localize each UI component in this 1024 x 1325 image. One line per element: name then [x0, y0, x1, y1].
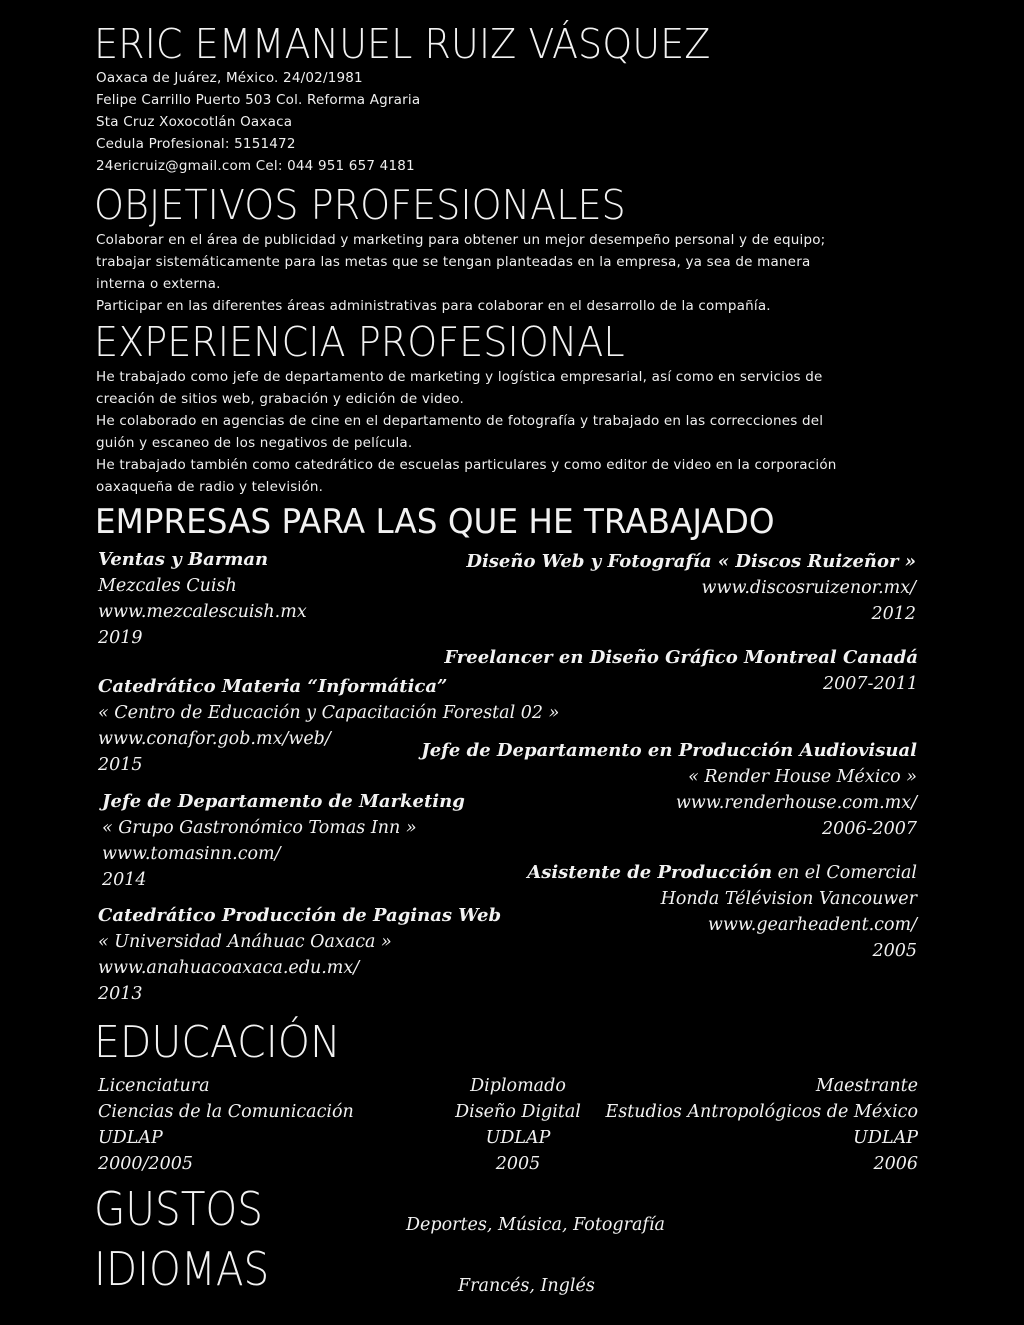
idiomas-value: Francés, Inglés — [458, 1276, 595, 1296]
job-role: Catedrático Producción de Paginas Web — [98, 905, 502, 926]
job-year: 2015 — [98, 755, 143, 775]
education-item — [98, 1073, 354, 1177]
objetivos-line: Colaborar en el área de publicidad y marketing para obtener un mejor desempeño personal y de equipo; — [96, 232, 826, 248]
job-company: « Universidad Anáhuac Oaxaca » — [98, 932, 392, 952]
job-year: 2007-2011 — [823, 674, 918, 694]
job-url: www.gearheadent.com/ — [707, 915, 917, 935]
job-company: Honda Télévision Vancouwer — [660, 889, 917, 909]
job-year: 2019 — [98, 628, 143, 648]
job-entry — [527, 860, 917, 964]
objetivos-line: interna o externa. — [96, 276, 221, 292]
job-url: www.anahuacoaxaca.edu.mx/ — [98, 958, 360, 978]
job-entry — [98, 547, 307, 651]
job-role-line — [527, 860, 917, 886]
contact-line: Oaxaca de Juárez, México. 24/02/1981 — [96, 70, 363, 86]
job-role-suffix: en el Comercial — [772, 863, 917, 883]
job-entry — [466, 549, 916, 627]
job-role: Jefe de Departamento de Marketing — [102, 791, 465, 812]
education-degree: Licenciatura — [98, 1076, 210, 1096]
education-school: UDLAP — [853, 1128, 918, 1148]
job-role: Freelancer en Diseño Gráfico Montreal Canadá — [444, 647, 918, 668]
job-url: www.renderhouse.com.mx/ — [675, 793, 917, 813]
education-year: 2006 — [873, 1154, 918, 1174]
education-school: UDLAP — [98, 1128, 163, 1148]
job-url: www.conafor.gob.mx/web/ — [98, 729, 331, 749]
education-field: Ciencias de la Comunicación — [98, 1102, 354, 1122]
contact-block — [96, 67, 926, 177]
job-year: 2006-2007 — [822, 819, 917, 839]
objetivos-line: Participar en las diferentes áreas administrativas para colaborar en el desarrollo de la compañía. — [96, 298, 771, 314]
experiencia-line: He colaborado en agencias de cine en el departamento de fotografía y trabajado en las correcciones del — [96, 413, 824, 429]
gustos-heading: GUSTOS — [94, 1182, 263, 1236]
job-company: « Grupo Gastronómico Tomas Inn » — [102, 818, 417, 838]
objetivos-line: trabajar sistemáticamente para las metas que se tengan planteadas en la empresa, ya sea de manera — [96, 254, 811, 270]
job-year: 2005 — [872, 941, 917, 961]
experiencia-line: He trabajado como jefe de departamento de marketing y logística empresarial, así como en servicios de — [96, 369, 823, 385]
empresas-heading: EMPRESAS PARA LAS QUE HE TRABAJADO — [95, 502, 775, 542]
job-entry — [421, 738, 917, 842]
job-entry — [102, 789, 465, 893]
name-heading: ERIC EMMANUEL RUIZ VÁSQUEZ — [94, 20, 711, 68]
job-entry — [98, 903, 501, 1007]
education-field: Estudios Antropológicos de México — [605, 1102, 918, 1122]
idiomas-heading: IDIOMAS — [94, 1242, 270, 1296]
education-year: 2005 — [495, 1154, 541, 1174]
education-field: Diseño Digital — [455, 1102, 581, 1122]
contact-line: Felipe Carrillo Puerto 503 Col. Reforma Agraria — [96, 92, 421, 108]
education-degree: Diplomado — [470, 1076, 566, 1096]
education-item — [418, 1073, 618, 1177]
job-year: 2013 — [98, 984, 143, 1004]
contact-line: 24ericruiz@gmail.com Cel: 044 951 657 4181 — [96, 158, 415, 174]
experiencia-line: guión y escaneo de los negativos de película. — [96, 435, 413, 451]
experiencia-line: creación de sitios web, grabación y edición de video. — [96, 391, 465, 407]
job-role: Asistente de Producción — [527, 862, 773, 883]
objetivos-heading: OBJETIVOS PROFESIONALES — [94, 181, 626, 229]
job-year: 2014 — [102, 870, 147, 890]
job-url: www.tomasinn.com/ — [102, 844, 281, 864]
education-degree: Maestrante — [815, 1076, 918, 1096]
contact-line: Cedula Profesional: 5151472 — [96, 136, 296, 152]
contact-line: Sta Cruz Xoxocotlán Oaxaca — [96, 114, 293, 130]
experiencia-line: oaxaqueña de radio y televisión. — [96, 479, 324, 495]
education-year: 2000/2005 — [98, 1154, 193, 1174]
job-role: Ventas y Barman — [98, 549, 269, 570]
job-role: Catedrático Materia “Informática” — [98, 676, 448, 697]
experiencia-text — [96, 366, 926, 498]
experiencia-heading: EXPERIENCIA PROFESIONAL — [94, 318, 625, 366]
job-company: « Centro de Educación y Capacitación Forestal 02 » — [98, 703, 560, 723]
job-url: www.mezcalescuish.mx — [98, 602, 307, 622]
job-url: www.discosruizenor.mx/ — [701, 578, 916, 598]
educacion-heading: EDUCACIÓN — [94, 1017, 341, 1068]
job-entry — [444, 645, 918, 697]
job-role: Jefe de Departamento en Producción Audiovisual — [421, 740, 917, 761]
job-year: 2012 — [871, 604, 916, 624]
job-company: « Render House México » — [688, 767, 917, 787]
job-company: Mezcales Cuish — [98, 576, 237, 596]
education-school: UDLAP — [485, 1128, 551, 1148]
gustos-value: Deportes, Música, Fotografía — [406, 1215, 665, 1235]
education-item — [605, 1073, 918, 1177]
objetivos-text — [96, 229, 926, 317]
job-role: Diseño Web y Fotografía « Discos Ruizeñor » — [466, 551, 916, 572]
experiencia-line: He trabajado también como catedrático de escuelas particulares y como editor de video en la corporación — [96, 457, 837, 473]
